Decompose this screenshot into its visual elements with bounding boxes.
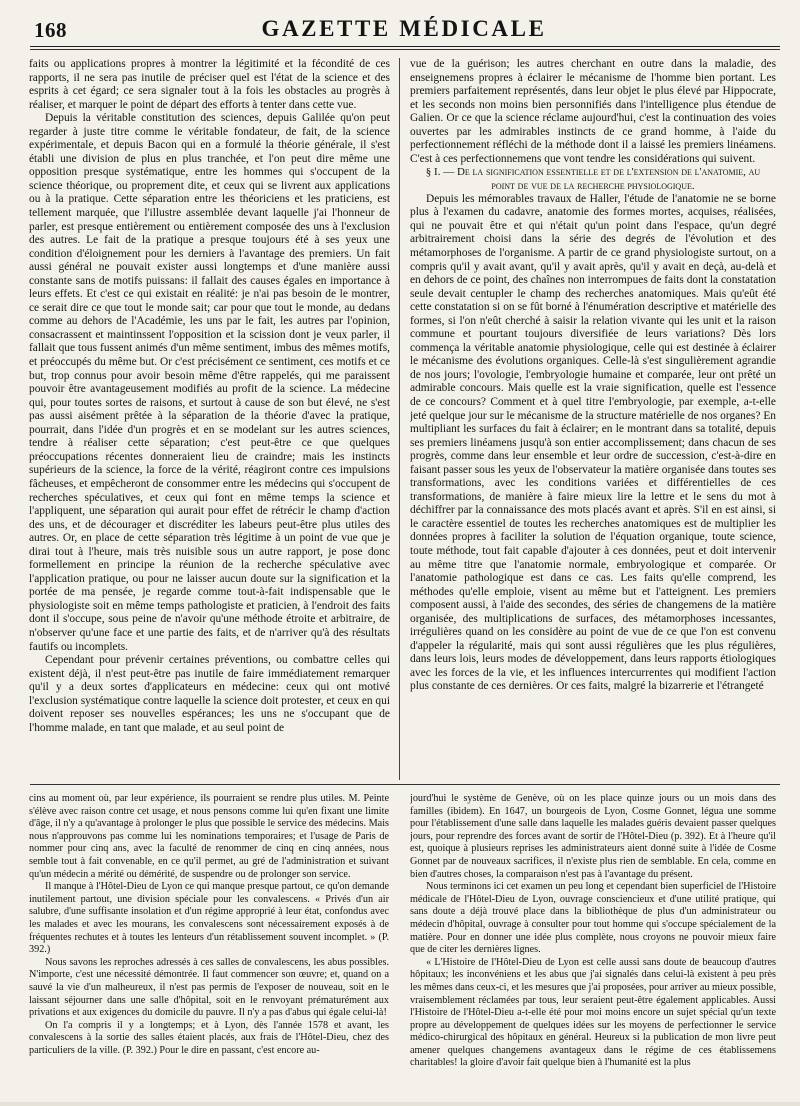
header-rule-thin <box>30 49 780 50</box>
paragraph: vue de la guérison; les autres cherchant en outre dans la maladie, des enseignemens propres à éclairer le mécanisme de l'homme bien portant. Les premiers parfaitement représentés, dans leur objet le plus élevé par Hippocrate, et les seconds non moins bien personnifiés dans l'intelligence plus étendue de Galien. Or ce que la science réclame aujourd'hui, c'est la continuation des voies ouvertes par les admirables instincts de ce grand homme, à l'aide du perfectionnement réfléchi de la méthode dont il a laissé les premiers linéamens. C'est à ces perfectionnemens que vont tendre les considérations qui suivent. <box>410 58 776 165</box>
paragraph: faits ou applications propres à montrer la légitimité et la fécondité de ces rapports, il ne sera pas inutile de préciser quel est l'état de la science et des esprits à cet égard; ce sera signaler tout à la fois les obstacles au progrès à réaliser, et marquer le point de départ des efforts à tenter dans cette vue. <box>29 58 390 111</box>
page-edge <box>0 1102 800 1106</box>
paragraph: jourd'hui le système de Genève, où on les place quinze jours ou un mois dans des familles (ibidem). En 1647, un bourgeois de Lyon, Cosme Gonnet, légua une somme pour l'établissement d'une salle dans laquelle les malades guéris devaient passer quelques jours, pour reprendre des forces avant de sortir de l'Hôtel-Dieu (p. 392). Et à l'heure qu'il est, quoique à plusieurs reprises les administrateurs aient donné suite à l'idée de Cosme Gonnet par de nouveaux sacrifices, il n'existe plus rien de semblable. En cela, comme en bien d'autres choses, la comparaison n'est pas à l'avantage du présent. <box>410 793 776 880</box>
section-heading: § I. — De la signification essentielle et de l'extension de l'anatomie, au point de vue de la recherche physiologique. <box>425 166 761 192</box>
lower-left-column <box>29 793 389 1099</box>
paragraph: Depuis la véritable constitution des sciences, depuis Galilée qu'on peut regarder à juste titre comme le véritable fondateur, de fait, de la science expérimentale, et depuis Bacon qui en a formulé la théorie générale, il s'est établi une division de plus en plus tranchée, et l'on peut dire même une opposition presque systématique, entre les hommes qui s'occupent de la science théorique, ou proprement dite, et ceux qui se livrent aux applications ou à la pratique. Cette séparation entre les théoriciens et les praticiens, est tellement marquée, que l'illustre assemblée devant laquelle j'ai l'honneur de parler, est presque entièrement ou entièrement composée des uns à l'exclusion des autres. Le fait de la pratique a presque toujours été à ses yeux une condition d'éloignement pour les derniers à l'avantage des premiers. Un fait aussi général ne pouvait exister aussi longtemps et d'une manière aussi constante sans de motifs puissans: il fallait des causes égales en importance à leurs effets. Et c'est ce qui existait en réalité: je n'ai pas besoin de le montrer, ce serait dire ce que tout le monde sait; car pour que tout le monde, au dedans comme au dehors de l'Académie, les uns par le fait, les autres par l'opinion, consacrassent et maintinssent l'opposition et la scission dont je veux parler, il fallait que tous fussent animés d'un même sentiment, imbus des mêmes motifs, et préoccupés du même but. Or c'est précisément ce sentiment, ces motifs et ce but, trop connus pour avoir besoin même d'être rappelés, qui me paraissent pouvoir être avantageusement modifiés au profit de la science. La médecine qui, pour toutes sortes de raisons, et surtout à cause de son but élevé, ne s'est pas aussi aisément prêtée à la séparation de la théorie d'avec la pratique, pourrait, dans l'idée d'un progrès et en se modelant sur les autres sciences, tendre à réaliser cette séparation; c'est peut-être ce que quelques préoccupations récentes donneraient lieu de craindre; mais les instincts supérieurs de la science, la force de la vérité, réagiront contre ces impulsions fâcheuses, et empêcheront de consommer entre les médecins qui s'occupent de recherches spéculatives, et ceux qui font en même temps la science et l'appliquent, une séparation qui aurait pour effet de rétrécir le champ d'action des uns, et de décourager et discréditer les labeurs peut-être plus utiles des autres. Or, en place de cette séparation très légitime à un point de vue que je dirai tout à l'heure, mais très nuisible sous un autre rapport, je pose donc formellement en principe la réunion de la recherche spéculative avec l'application pratique, ou pour ne laisser aucun doute sur la signification et la portée de ma pensée, je regarde comme tout-à-fait indispensable que le physiologiste soit en même temps pathologiste et praticien, à l'endroit des faits dont il s'occupe, sous peine de n'avoir qu'une méthode étroite et arbitraire, de n'observer qu'une face et une partie des faits, et de n'arriver qu'à des résultats fautifs ou incomplets. <box>29 112 390 653</box>
header-rule <box>30 46 780 47</box>
column-divider <box>399 58 400 780</box>
paragraph: « L'Histoire de l'Hôtel-Dieu de Lyon est celle aussi sans doute de beaucoup d'autres hôpitaux; les inconvéniens et les abus que j'ai signalés dans celui-là existent à peu près les mêmes dans ceux-ci, et les mesures que j'ai proposées, pour arriver au mieux possible, vraisemblement réclamées par tous, leur seraient peut-être également applicables. Aussi l'Histoire de l'Hôtel-Dieu a-t-elle été pour moi moins encore un sujet spécial qu'un texte propre au développement de quelques idées sur les moyens de perfectionner le service médico-chirurgical des hôpitaux en général. Heureux si la publication de mon livre peut amener quelques changemens avantageux dans le régime de ces établissemens charitables! la gloire d'avoir fait quelque bien à l'humanité est la plus <box>410 956 776 1069</box>
paragraph: Depuis les mémorables travaux de Haller, l'étude de l'anatomie ne se borne plus à l'examen du cadavre, anatomie des formes mortes, acquises, réalisées, qui ne pouvait être et qui n'était qu'un point dans l'espace, qu'un degré arbitrairement choisi dans la série des degrés de l'évolution et des métamorphoses de l'organisme. A partir de ce grand physiologiste surtout, on a compris qu'il y avait avant, qu'il y avait après, qu'il y avait en deçà, au-delà et en dehors de ce point, des chaînes non interrompues de faits dont la constatation seule devait centupler le champ des recherches anatomiques. Mais qu'eût été cette constatation si on se fût borné à l'énumération descriptive et matérielle des formes, si l'on n'eût cherché à saisir la relation vivante qui les unit et la raison commune et pourtant toujours diversifiée de leurs variations? Dès lors commença la véritable anatomie physiologique, celle qui est destinée à éclairer le mécanisme des évolutions organiques. Celle-là s'est singulièrement agrandie de nos jours; l'ovologie, l'embryologie humaine et comparée, leur ont prêté un admirable concours. Mais quelle est la vraie signification, quelle est l'essence de ce concours? Comment et à quel titre l'embryologie, par exemple, a-t-elle jeté quelque jour sur le mécanisme de la structure matérielle de nos organes? En multipliant les surfaces du fait à éclairer; en le montrant dans sa totalité, depuis ses premiers linéamens jusqu'à son entier accomplissement; dans chacun de ses progrès, comme dans leur ensemble et leur ordre de succession, c'est-à-dire en faisant passer sous les yeux de l'observateur la matière organisée dans toutes ses transformations, avec les conditions variées et différentielles de ces transformations, de manière à faire mieux lire la lettre et le sens du mot à déchiffrer par la connaissance des mots placés avant et après. S'il en est ainsi, si le caractère essentiel de toutes les recherches anatomiques est de multiplier les données propres à faciliter la solution de l'équation organique, toute science, toute méthode, tout fait capable d'ajouter à ces données, peut et doit intervenir au même titre que l'anatomie normale, embryologique et comparée. Or l'anatomie pathologique est dans ce cas. Les faits qu'elle comprend, les méthodes qu'elle emploie, visent au même but et l'atteignent. Les premiers composent aussi, à l'aide des secondes, des séries de changemens de la matière organisée, des multiplications de surfaces, des métamorphoses incessantes, irrégulières quand on les considère au point de vue de ce que l'on est convenu d'appeler la régularité, mais qui sont aussi régulières que les plus régulières, dans leurs lois, leurs modes de développement, dans leurs rapports étiologiques avec les forces de la vie, et les influences intercurrentes qui modifient l'action plus constante de ces dernières. Or ces faits, malgré la bizarrerie et l'étrangeté <box>410 192 776 693</box>
paragraph: cins au moment où, par leur expérience, ils pourraient se rendre plus utiles. M. Peinte s'élève avec raison contre cet usage, et nous pensons comme lui qu'en fixant une limite d'âge, il n'y a qu'avantage à prolonger le plus que possible le service des médecins. Mais nous n'approuvons pas comme lui les nominations temporaires; et l'usage de Paris de nommer pour cinq ans, avec la faculté de renommer de cinq en cinq années, nous semble tout à fait convenable, en ce qu'il permet, au gré de l'administration et suivant qu'un médecin a mérité ou démérité, de suspendre ou de prolonger son service. <box>29 793 389 880</box>
journal-title: GAZETTE MÉDICALE <box>261 16 547 41</box>
paragraph: On l'a compris il y a longtemps; et à Lyon, dès l'année 1578 et avant, les convalescens à la sortie des salles étaient placés, aux frais de l'Hôtel-Dieu, chez des particuliers de la ville. (P. 392.) Pour le dire en passant, c'est encore au- <box>29 1019 389 1056</box>
paragraph: Cependant pour prévenir certaines préventions, ou combattre celles qui existent déjà, il n'est peut-être pas inutile de faire immédiatement remarquer qu'il y a deux sortes d'applicateurs en médecine: ceux qui ont motivé l'exclusion systématique contre laquelle la science doit protester, et ceux en qui doivent reposer ses nouvelles espérances; les uns ne s'occupant que de l'homme malade, en tant que malade, et au seul point de <box>29 654 390 734</box>
paragraph: Nous savons les reproches adressés à ces salles de convalescens, les abus possibles. N'importe, c'est une nécessité démontrée. Il faut commencer son œuvre; et, quand on a sauvé la vie d'un malheureux, il n'est pas permis de l'exposer de nouveau, soit en le laissant séjourner dans une salle d'hôpital, soit en le renvoyant prématurément aux privations et aux exigences du domicile du pauvre. Il n'y a pas d'abus qui égale celui-là! <box>29 956 389 1019</box>
paragraph: Nous terminons ici cet examen un peu long et cependant bien superficiel de l'Histoire médicale de l'Hôtel-Dieu de Lyon, ouvrage consciencieux et d'une utilité pratique, qui sans doute a déjà trouvé place dans la bibliothèque de plus d'un administrateur ou médecin d'hôpital, ouvrage à consulter pour tout homme qui s'occupe spécialement de la matière. Pour en donner une idée plus complète, nous croyons ne pouvoir mieux faire que de citer les dernières lignes. <box>410 881 776 956</box>
upper-left-column <box>29 58 390 780</box>
lower-right-column <box>410 793 776 1099</box>
section-divider-rule <box>30 784 780 785</box>
page-number: 168 <box>34 18 67 42</box>
paragraph: Il manque à l'Hôtel-Dieu de Lyon ce qui manque presque partout, ce qu'on demande inutilement partout, une division spéciale pour les convalescens. « Privés d'un air salubre, d'une suffisante insolation et d'un régime approprié à leur état, confondus avec les malades et avec les mourans, les convalescens sont nécessairement exposés à de fréquentes rechutes et à toutes les lenteurs d'un rétablissement souvent incomplet. » (P. 392.) <box>29 881 389 956</box>
upper-right-column <box>410 58 776 780</box>
page-header <box>28 14 780 48</box>
